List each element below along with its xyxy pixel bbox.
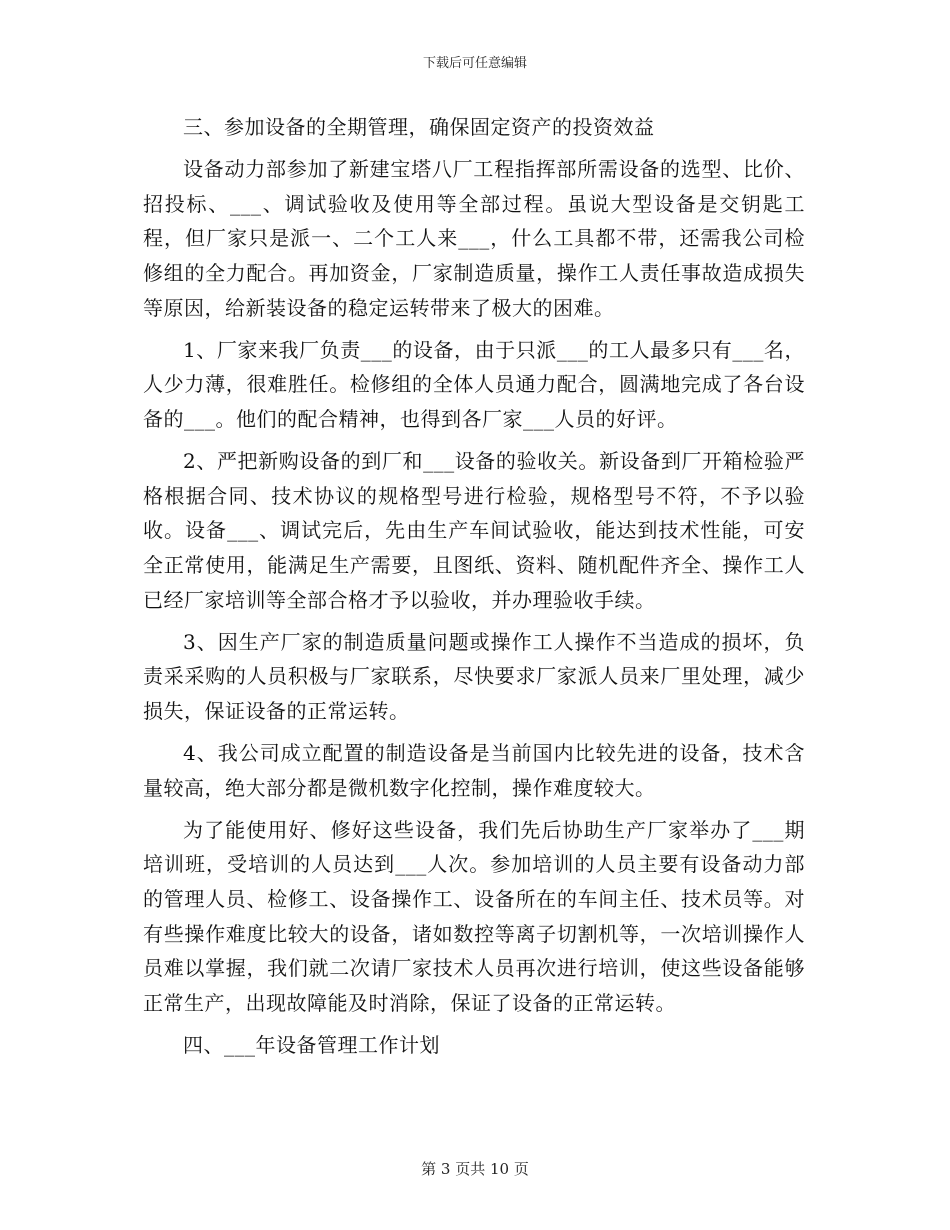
paragraph-intro: 设备动力部参加了新建宝塔八厂工程指挥部所需设备的选型、比价、招投标、___、调试验收及使用等全部过程。虽说大型设备是交钥匙工程，但厂家只是派一、二个工人来___，什么工具都不带，还需我公司检修组的全力配合。再加资金，厂家制造质量，操作工人责任事故造成损失等原因，给新装设备的稳定运转带来了极大的困难。 — [143, 157, 805, 320]
paragraph-item-3: 3、因生产厂家的制造质量问题或操作工人操作不当造成的损坏，负责采采购的人员积极与厂家联系，尽快要求厂家派人员来厂里处理，减少损失，保证设备的正常运转。 — [143, 629, 805, 723]
paragraph-item-4: 4、我公司成立配置的制造设备是当前国内比较先进的设备，技术含量较高，绝大部分都是微机数字化控制，操作难度较大。 — [143, 741, 805, 800]
page-number: 第 3 页共 10 页 — [421, 1160, 529, 1178]
section-heading-4: 四、___年设备管理工作计划 — [183, 1033, 440, 1057]
section-heading-3: 三、参加设备的全期管理，确保固定资产的投资效益 — [183, 115, 655, 139]
paragraph-training: 为了能使用好、修好这些设备，我们先后协助生产厂家举办了___期培训班，受培训的人员达到___人次。参加培训的人员主要有设备动力部的管理人员、检修工、设备操作工、设备所在的车间主任、技术员等。对有些操作难度比较大的设备，诸如数控等离子切割机等，一次培训操作人员难以掌握，我们就二次请厂家技术人员再次进行培训，使这些设备能够正常生产，出现故障能及时消除，保证了设备的正常运转。 — [143, 817, 805, 1015]
paragraph-item-2: 2、严把新购设备的到厂和___设备的验收关。新设备到厂开箱检验严格根据合同、技术协议的规格型号进行检验，规格型号不符，不予以验收。设备___、调试完后，先由生产车间试验收，能达到技术性能，可安全正常使用，能满足生产需要，且图纸、资料、随机配件齐全、操作工人已经厂家培训等全部合格才予以验收，并办理验收手续。 — [143, 449, 805, 612]
page-header-note: 下载后可任意编辑 — [422, 56, 527, 71]
document-body — [143, 110, 805, 1070]
paragraph-item-1: 1、厂家来我厂负责___的设备，由于只派___的工人最多只有___名，人少力薄，很难胜任。检修组的全体人员通力配合，圆满地完成了各台设备的___。他们的配合精神，也得到各厂家___人员的好评。 — [143, 337, 805, 431]
